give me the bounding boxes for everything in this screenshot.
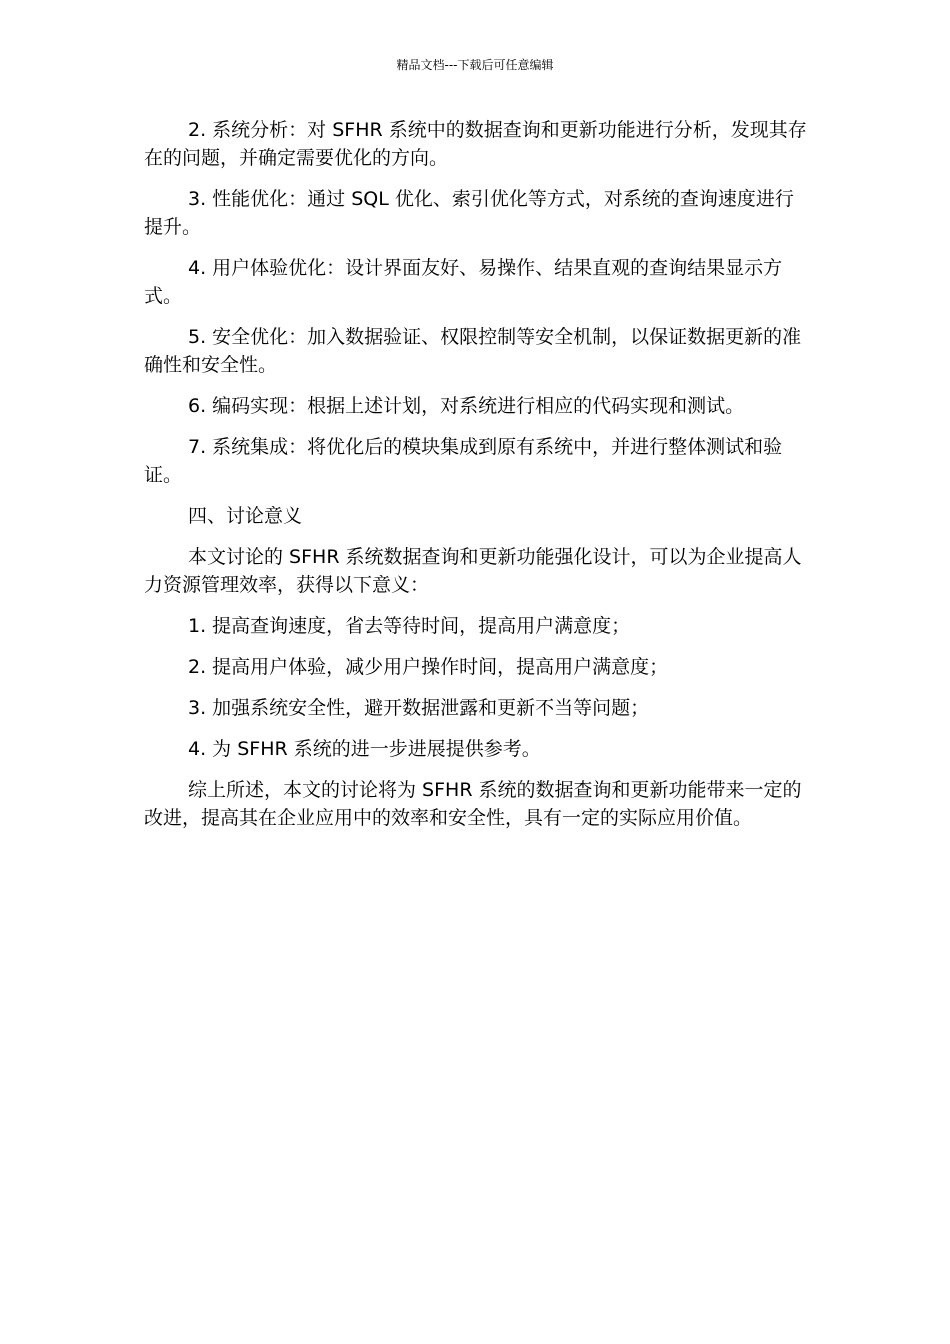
significance-item-4: 4. 为 SFHR 系统的进一步进展提供参考。 [188,738,541,760]
section-heading-significance: 四、讨论意义 [188,505,303,527]
list-item-system-analysis: 2. 系统分析：对 SFHR 系统中的数据查询和更新功能进行分析，发现其存在的问题，并确定需要优化的方向。 [144,119,807,169]
conclusion-paragraph: 综上所述，本文的讨论将为 SFHR 系统的数据查询和更新功能带来一定的改进，提高其在企业应用中的效率和安全性，具有一定的实际应用价值。 [144,779,802,829]
page-header: 精品文档---下载后可任意编辑 [396,58,554,72]
significance-item-3: 3. 加强系统安全性，避开数据泄露和更新不当等问题； [188,697,650,719]
list-item-integration: 7. 系统集成：将优化后的模块集成到原有系统中，并进行整体测试和验证。 [144,436,783,486]
list-item-security-optimization: 5. 安全优化：加入数据验证、权限控制等安全机制，以保证数据更新的准确性和安全性。 [144,326,802,376]
significance-intro: 本文讨论的 SFHR 系统数据查询和更新功能强化设计，可以为企业提高人力资源管理效率，获得以下意义： [144,546,802,596]
list-item-performance-optimization: 3. 性能优化：通过 SQL 优化、索引优化等方式，对系统的查询速度进行提升。 [144,188,794,238]
list-item-implementation: 6. 编码实现：根据上述计划，对系统进行相应的代码实现和测试。 [188,395,745,417]
significance-item-1: 1. 提高查询速度，省去等待时间，提高用户满意度； [188,615,631,637]
significance-item-2: 2. 提高用户体验，减少用户操作时间，提高用户满意度； [188,656,669,678]
document-body [144,116,808,845]
list-item-ux-optimization: 4. 用户体验优化：设计界面友好、易操作、结果直观的查询结果显示方式。 [144,257,783,307]
